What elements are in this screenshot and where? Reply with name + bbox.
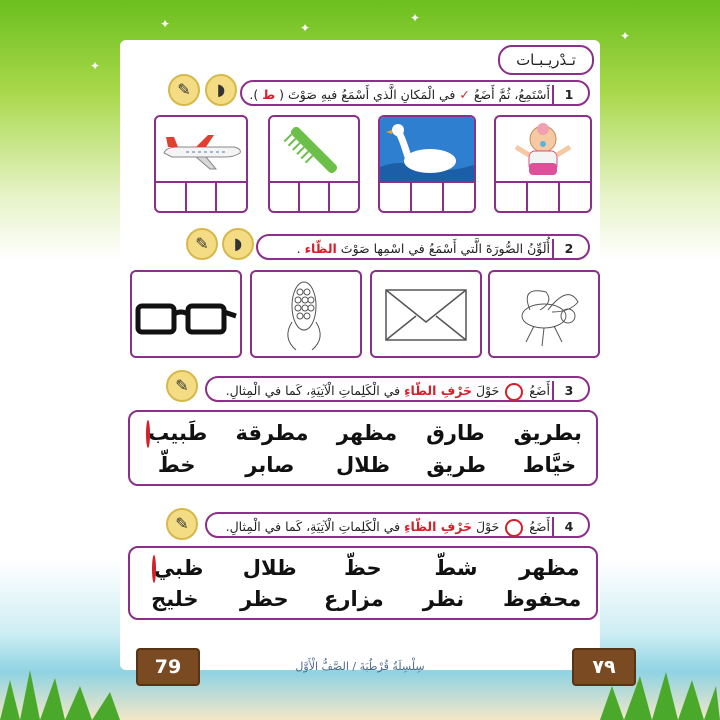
divider [552, 517, 554, 537]
airplane-picture-box [154, 115, 248, 213]
word-item[interactable]: نظر [422, 587, 465, 611]
goose-icon [380, 117, 474, 183]
glasses-icon [132, 272, 240, 356]
word-item[interactable]: طَبيب [144, 421, 207, 445]
word-item[interactable]: حظر [240, 587, 289, 611]
word-row [130, 584, 596, 614]
divider [552, 381, 554, 401]
divider [552, 85, 554, 105]
fly-picture-box[interactable] [488, 270, 600, 358]
word-item[interactable]: ظلال [242, 556, 297, 580]
baby-icon [496, 117, 590, 183]
word-row [130, 418, 596, 448]
word-item[interactable]: طريق [426, 453, 487, 477]
exercise-2-instruction: 2 أُلَوِّنُ الصُّورَةَ الَّتي أَسْمَعُ في اسْمِها صَوْتَ الظّاء . [256, 234, 590, 260]
word-item[interactable]: مزارع [324, 587, 384, 611]
exercise-1-instruction: 1 أَسْتَمِعُ، ثُمَّ أَضَعُ ✓ في الْمَكانِ الَّذي أَسْمَعُ فيهِ صَوْتَ ( ط ). [240, 80, 590, 106]
word-item[interactable]: شطّ [434, 556, 478, 580]
goose-picture-box [378, 115, 476, 213]
word-item[interactable]: خليج [151, 587, 199, 611]
sound-position-cells[interactable] [156, 181, 246, 211]
sound-position-cells[interactable] [270, 181, 358, 211]
exercise-4-word-box [128, 546, 598, 620]
target-letter: الظّاء [304, 241, 337, 256]
example-circle [152, 555, 156, 583]
word-item[interactable]: خيَّاط [522, 453, 577, 477]
sound-position-cells[interactable] [496, 181, 590, 211]
ear-icon: ◗ [205, 74, 237, 106]
check-icon: ✓ [459, 87, 470, 102]
exercise-3-instruction: 3 أَضَعُ حَوْلَ حَرْفِ الطّاءِ في الْكَلِماتِ الْآتِيَةِ، كَما في الْمِثالِ. [205, 376, 590, 402]
star-icon: ✦ [300, 21, 311, 35]
word-item[interactable]: حظّ [344, 556, 382, 580]
divider [552, 239, 554, 259]
exercise-3-word-box [128, 410, 598, 486]
baby-picture-box [494, 115, 592, 213]
envelope-icon [372, 272, 480, 356]
word-item[interactable]: صابر [245, 453, 295, 477]
star-icon: ✦ [160, 17, 171, 31]
airplane-icon [156, 117, 246, 183]
word-row [130, 553, 596, 583]
star-icon: ✦ [90, 59, 101, 73]
exercise-4-instruction: 4 أَضَعُ حَوْلَ حَرْفِ الظّاءِ في الْكَلِماتِ الْآتِيَةِ، كَما في الْمِثالِ. [205, 512, 590, 538]
corn-icon [252, 272, 360, 356]
exercise-number: 1 [564, 87, 574, 102]
series-title: سِلْسِلَةُ قُرْطُبَةَ / الصَّفُّ الْأَوَّل [295, 660, 425, 673]
ear-icon: ◗ [222, 228, 254, 260]
exercise-number: 2 [564, 241, 574, 256]
sound-position-cells[interactable] [380, 181, 474, 211]
page-number-left: 79 [136, 648, 200, 686]
page-number-right: ٧٩ [572, 648, 636, 686]
word-item[interactable]: مظهر [336, 421, 398, 445]
glasses-picture-box[interactable] [130, 270, 242, 358]
word-item[interactable]: مظهر [519, 556, 580, 580]
envelope-picture-box[interactable] [370, 270, 482, 358]
star-icon: ✦ [620, 29, 631, 43]
word-item[interactable]: محفوظ [503, 587, 582, 611]
corn-picture-box[interactable] [250, 270, 362, 358]
pencil-icon: ✎ [186, 228, 218, 260]
target-letter: ط [262, 87, 276, 102]
word-item[interactable]: ظبي [147, 556, 207, 580]
page-title: تـدْريـبـات [498, 45, 594, 75]
pencil-icon: ✎ [168, 74, 200, 106]
word-row [130, 450, 596, 480]
pencil-icon: ✎ [166, 508, 198, 540]
exercise-number: 3 [564, 383, 574, 398]
comb-picture-box [268, 115, 360, 213]
target-letter: حَرْفِ الطّاءِ [404, 383, 473, 398]
star-icon: ✦ [410, 11, 421, 25]
pencil-icon: ✎ [166, 370, 198, 402]
word-item[interactable]: بطريق [513, 421, 582, 445]
word-item[interactable]: طارق [426, 421, 485, 445]
word-item[interactable]: مطرقة [235, 421, 309, 445]
exercise-number: 4 [564, 519, 574, 534]
fly-icon [490, 272, 598, 356]
word-item[interactable]: خطّ [157, 453, 196, 477]
circle-icon [505, 519, 523, 537]
circle-icon [505, 383, 523, 401]
comb-icon [270, 117, 358, 183]
target-letter: حَرْفِ الظّاءِ [404, 519, 473, 534]
word-item[interactable]: ظلال [336, 453, 390, 477]
